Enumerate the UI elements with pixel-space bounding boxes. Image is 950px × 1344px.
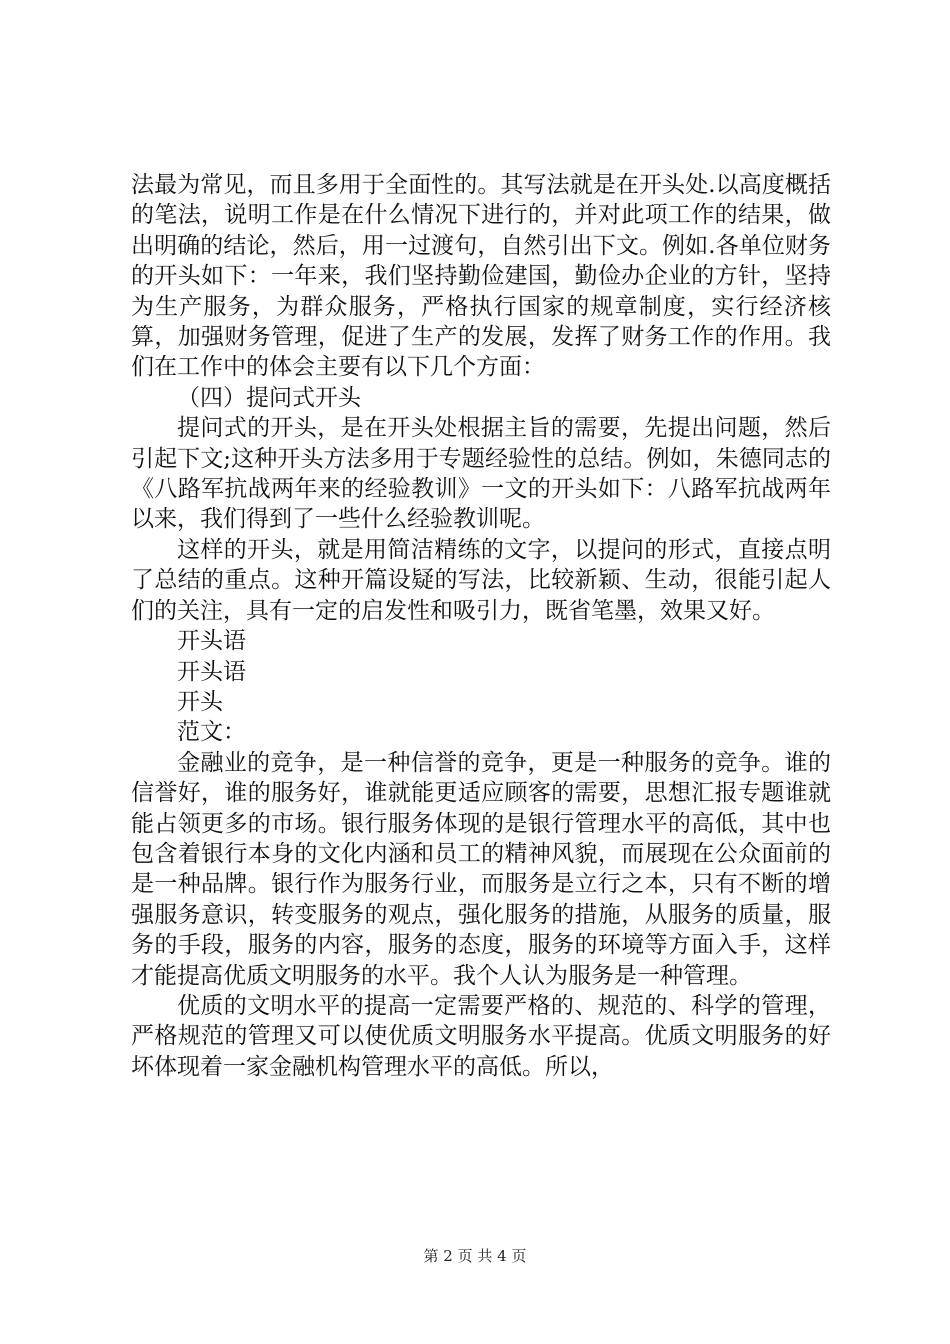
short-line: 开头语 [177,628,246,655]
paragraph: 这样的开头，就是用简洁精练的文字，以提问的形式，直接点明了总结的重点。这种开篇设疑的写法，比较新颖、生动，很能引起人们的关注，具有一定的启发性和吸引力，既省笔墨，效果又好。 [131,536,831,624]
section-heading: （四）提问式开头 [177,384,361,411]
short-line: 开头语 [177,658,246,685]
paragraph: 提问式的开头，是在开头处根据主旨的需要，先提出问题，然后引起下文;这种开头方法多用于专题经验性的总结。例如，朱德同志的《八路军抗战两年来的经验教训》一文的开头如下：八路军抗战两年以来，我们得到了一些什么经验教训呢。 [131,415,831,533]
page-footer: 第 2 页 共 4 页 [423,1247,527,1265]
paragraph: 金融业的竞争，是一种信誉的竞争，更是一种服务的竞争。谁的信誉好，谁的服务好，谁就能更适应顾客的需要，思想汇报专题谁就能占领更多的市场。银行服务体现的是银行管理水平的高低，其中也包含着银行本身的文化内涵和员工的精神风貌，而展现在公众面前的是一种品牌。银行作为服务行业，而服务是立行之本，只有不断的增强服务意识，转变服务的观点，强化服务的措施，从服务的质量，服务的手段，服务的内容，服务的态度，服务的环境等方面入手，这样才能提高优质文明服务的水平。我个人认为服务是一种管理。 [131,749,831,989]
short-line: 开头 [177,688,223,715]
paragraph-continuation: 法最为常见，而且多用于全面性的。其写法就是在开头处.以高度概括的笔法，说明工作是在什么情况下进行的，并对此项工作的结果，做出明确的结论，然后，用一过渡句，自然引出下文。例如.各单位财务的开头如下：一年来，我们坚持勤俭建国，勤俭办企业的方针，坚持为生产服务，为群众服务，严格执行国家的规章制度，实行经济核算，加强财务管理，促进了生产的发展，发挥了财务工作的作用。我们在工作中的体会主要有以下几个方面： [131,172,831,381]
document-body [131,170,831,1082]
paragraph: 优质的文明水平的提高一定需要严格的、规范的、科学的管理，严格规范的管理又可以使优质文明服务水平提高。优质文明服务的好坏体现着一家金融机构管理水平的高低。所以， [131,992,831,1080]
sample-heading: 范文： [177,719,246,746]
